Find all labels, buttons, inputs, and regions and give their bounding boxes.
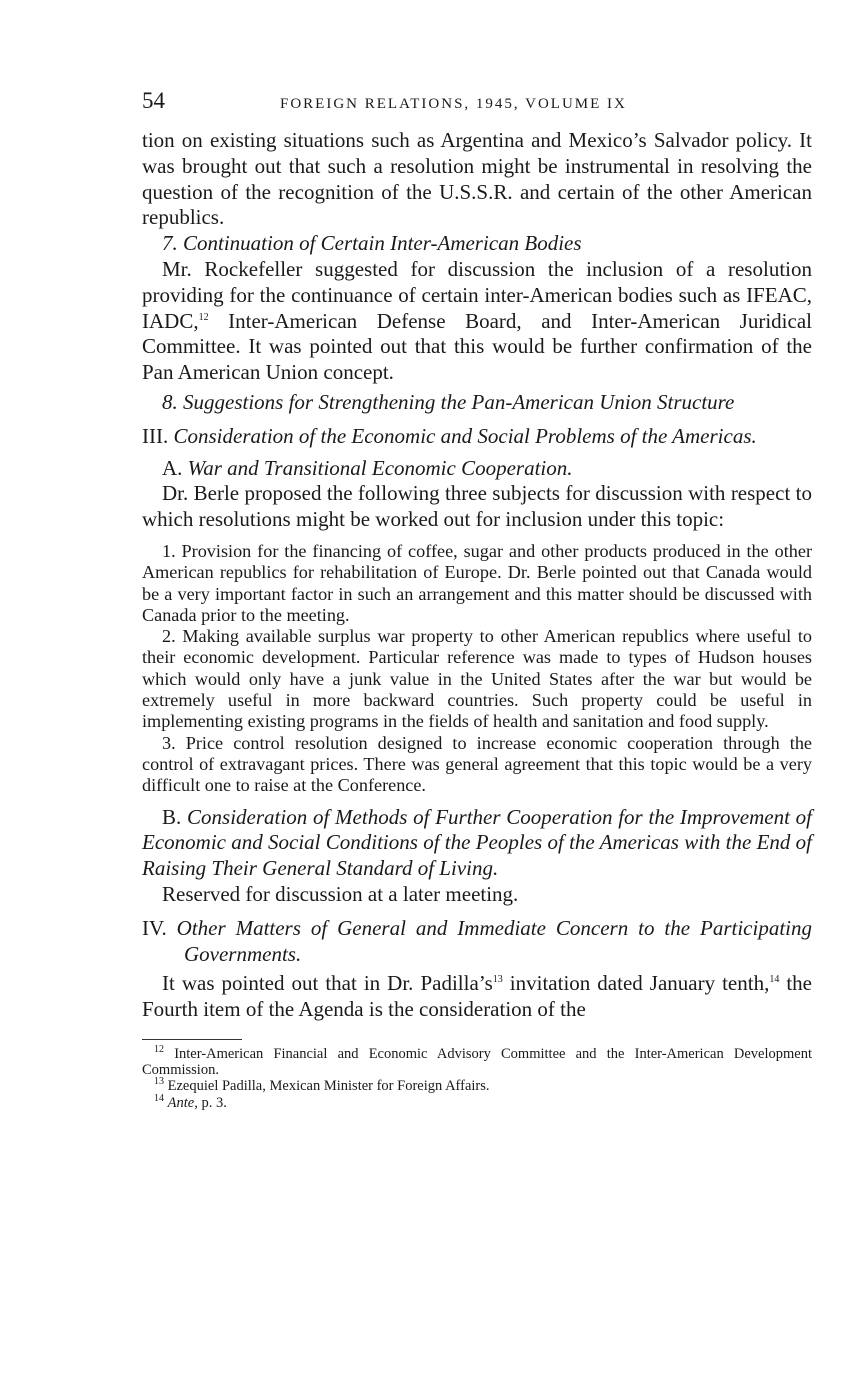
- footnote-13: [142, 1078, 812, 1094]
- paragraph-berle-proposal: Dr. Berle proposed the following three subjects for discussion with respect to which resolutions might be worked out for inclusion under this topic:: [142, 481, 812, 532]
- footnote-13-mark: 13: [154, 1076, 164, 1088]
- paragraph-padilla-text-c: the Fourth item of the Agenda is the consideration of the: [142, 971, 813, 1022]
- footnote-ref-13: 13: [492, 974, 503, 986]
- footnote-14: [142, 1092, 812, 1111]
- list-item-2: 2. Making available surplus war property to other American republics where useful to their economic development. Particular reference was made to types of Hudson houses which would only have a junk value in the United States after the war but would be extremely useful in more backward countries. Such property could be useful in implementing existing programs in the fields of health and sanitation and food supply.: [142, 626, 812, 732]
- footnote-12: [142, 1046, 812, 1078]
- running-title: FOREIGN RELATIONS, 1945, VOLUME IX: [280, 96, 627, 112]
- paragraph-reserved: Reserved for discussion at a later meeting.: [162, 881, 519, 906]
- section-heading-8: [142, 390, 812, 416]
- paragraph-continued: tion on existing situations such as Argentina and Mexico’s Salvador policy. It was brought out that such a resolution might be instrumental in resolving the question of the recognition of the U.S.S.R. and certain of the other American republics.: [142, 128, 812, 230]
- page-header: [142, 88, 812, 120]
- section-heading-iv-number: IV.: [142, 915, 167, 940]
- section-heading-iii-number: III.: [142, 423, 169, 448]
- footnote-14-text: p. 3.: [197, 1094, 227, 1111]
- section-heading-7-text: 7. Continuation of Certain Inter-American Bodies: [162, 231, 582, 256]
- paragraph-padilla-text-a: It was pointed out that in Dr. Padilla’s: [162, 971, 493, 996]
- section-heading-a-letter: A.: [162, 455, 183, 480]
- paragraph-rockefeller-text-b: Inter-American Defense Board, and Inter-American Juridical Committee. It was pointed out that this would be further confirmation of the Pan American Union concept.: [142, 308, 812, 385]
- footnote-14-mark: 14: [154, 1092, 164, 1104]
- page-body: [142, 128, 812, 1023]
- section-heading-iv: [142, 916, 812, 968]
- list-item-3: 3. Price control resolution designed to increase economic cooperation through the control of extravagant prices. There was general agreement that this topic would be a very difficult one to raise at the Conference.: [142, 732, 812, 796]
- page-number: 54: [142, 88, 165, 113]
- footnote-12-mark: 12: [154, 1044, 164, 1056]
- paragraph-rockefeller: [142, 257, 812, 386]
- section-heading-7: [142, 231, 812, 257]
- section-heading-iii: [142, 424, 812, 450]
- section-heading-b-title: Consideration of Methods of Further Cooperation for the Improvement of Economic and Social Conditions of the Peoples of the Americas with the End of Raising Their General Standard of Living.: [142, 804, 812, 881]
- section-heading-b-letter: B.: [162, 804, 182, 829]
- footnote-ref-14: 14: [769, 974, 780, 986]
- section-heading-a: [142, 456, 812, 482]
- footnote-14-italic: Ante,: [167, 1094, 198, 1111]
- document-page: [142, 88, 812, 1111]
- section-heading-a-title: War and Transitional Economic Cooperation.: [187, 455, 573, 480]
- paragraph-padilla-text-b: invitation dated January tenth,: [502, 971, 770, 996]
- section-heading-b: [142, 805, 812, 882]
- section-heading-iv-title: Other Matters of General and Immediate Concern to the Participating Governments.: [176, 915, 812, 966]
- section-heading-iii-title: Consideration of the Economic and Social Problems of the Americas.: [173, 423, 757, 448]
- footnotes: [142, 1046, 812, 1111]
- footnote-ref-12: 12: [198, 311, 209, 323]
- section-heading-8-text: 8. Suggestions for Strengthening the Pan-American Union Structure: [162, 389, 735, 414]
- list-item-1: 1. Provision for the financing of coffee, sugar and other products produced in the other American republics for rehabilitation of Europe. Dr. Berle pointed out that Canada would be a very important factor in such an arrangement and this matter should be discussed with Canada prior to the meeting.: [142, 540, 812, 625]
- paragraph-rockefeller-text-a: Mr. Rockefeller suggested for discussion the inclusion of a resolution providing for the continuance of certain inter-American bodies such as IFEAC, IADC,: [142, 256, 812, 333]
- footnote-13-text: Ezequiel Padilla, Mexican Minister for Foreign Affairs.: [167, 1078, 490, 1095]
- numbered-list: [142, 541, 812, 797]
- paragraph-padilla: [142, 971, 812, 1023]
- footnote-12-text: Inter-American Financial and Economic Advisory Committee and the Inter-American Development Commission.: [142, 1045, 813, 1079]
- footnote-divider: [142, 1039, 242, 1040]
